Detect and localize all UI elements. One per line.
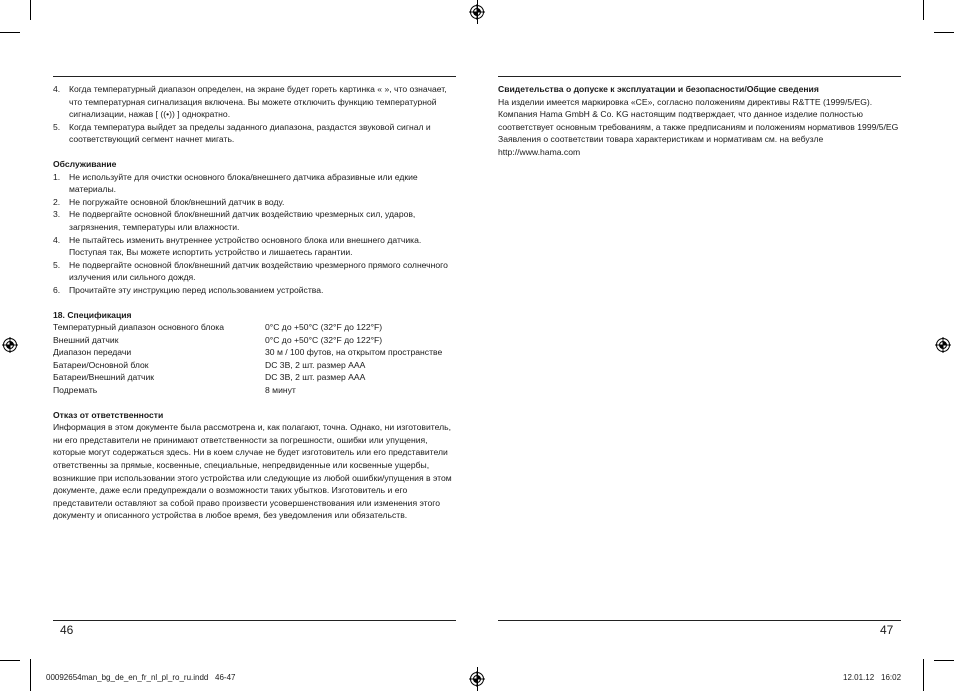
crop-mark (934, 660, 954, 661)
crop-mark (923, 0, 924, 20)
left-top-rule (53, 76, 456, 77)
registration-mark-icon (469, 671, 485, 687)
list-item: 2. Не погружайте основной блок/внешний датчик в воду. (53, 196, 285, 207)
left-bottom-rule (53, 620, 456, 621)
registration-mark-icon (935, 337, 951, 353)
registration-mark-icon (2, 337, 18, 353)
crop-mark (0, 660, 20, 661)
disclaimer-heading: Отказ от ответственности (53, 409, 164, 420)
crop-mark (923, 659, 924, 691)
footer-date: 12.01.12 (843, 673, 875, 682)
right-page (498, 83, 902, 159)
spec-row: Внешний датчик 0°C до +50°C (32°F до 122°F) (53, 334, 383, 345)
footer-time: 16:02 (881, 673, 902, 682)
spec-row: Подремать 8 минут (53, 385, 296, 396)
spec-table (53, 321, 457, 397)
list-item: 4. Когда температурный диапазон определен, на экране будет гореть картинка « », что означает, что температурная сигнализация включена. Вы можете отключить функцию температурной сигнализации, нажав [ ((•)) ] однократно. (53, 84, 447, 120)
spec-heading: 18. Спецификация (53, 309, 132, 320)
left-page (53, 83, 457, 522)
conformity-heading: Свидетельства о допуске к эксплуатации и безопасности/Общие сведения (498, 84, 819, 94)
page-number-left: 46 (60, 623, 74, 637)
spec-row: Температурный диапазон основного блока 0°C до +50°C (32°F до 122°F) (53, 322, 383, 333)
disclaimer-text: Информация в этом документе была рассмотрена и, как полагают, точна. Однако, ни изготовитель, ни его представители не принимают ответственности за погрешности, ошибки или упущения, которые могут содержаться здесь. Ни в коем случае не будет изготовитель или его представители ответственны за прямые, косвенные, специальные, непредвиденные или косвенные ущербы, возникшие при использовании этого устройства или следующие из любой ошибки/упущения в этом документе, даже если предупреждали о возможности таких убытков. Изготовитель и его представители оставляют за собой право произвести усовершенствования или изменения этого документу и описанного устройства в любое время, без уведомления или обязательств. (53, 422, 452, 521)
spec-row: Диапазон передачи 30 м / 100 футов, на открытом пространстве (53, 347, 443, 358)
footer-filename: 00092654man_bg_de_en_fr_nl_pl_ro_ru.indd 46-47 (46, 673, 236, 682)
right-top-rule (498, 76, 901, 77)
crop-mark (0, 32, 20, 33)
list-item: 5. Не подвергайте основной блок/внешний датчик воздействию чрезмерного прямого солнечного излучения или сильного дождя. (53, 259, 448, 283)
crop-mark (934, 32, 954, 33)
right-bottom-rule (498, 620, 901, 621)
maintenance-heading: Обслуживание (53, 158, 117, 169)
registration-mark-icon (469, 4, 485, 20)
spec-row: Батареи/Основной блок DC 3В, 2 шт. размер AAA (53, 359, 366, 370)
list-item: 3. Не подвергайте основной блок/внешний датчик воздействию чрезмерных сил, ударов, загрязнения, температуры или влажности. (53, 209, 416, 232)
list-item: 6. Прочитайте эту инструкцию перед использованием устройства. (53, 284, 324, 295)
maintenance-list (53, 171, 457, 297)
page-number-right: 47 (880, 623, 894, 637)
crop-mark (30, 0, 31, 20)
temperature-alarm-list (53, 83, 457, 146)
conformity-text: На изделии имеется маркировка «CE», согласно положениям директивы R&TTE (1999/5/EG). Компания Hama GmbH & Co. KG настоящим подтверждает, что данное изделие полностью соответствует основным требованиям, а также предписаниям и положениям нормативов 1999/5/EG Заявления о соответствии товара характеристикам и нормативам см. на вебузле http://www.hama.com (498, 96, 899, 157)
spec-row: Батареи/Внешний датчик DC 3В, 2 шт. размер AAA (53, 372, 366, 383)
list-item: 4. Не пытайтесь изменить внутреннее устройство основного блока или внешнего датчика. Поступая так, Вы можете испортить устройство и лишаетесь гарантии. (53, 234, 422, 258)
crop-mark (30, 659, 31, 691)
list-item: 5. Когда температура выйдет за пределы заданного диапазона, раздастся звуковой сигнал и соответствующий сегмент начнет мигать. (53, 121, 431, 145)
list-item: 1. Не используйте для очистки основного блока/внешнего датчика абразивные или едкие материалы. (53, 171, 418, 195)
